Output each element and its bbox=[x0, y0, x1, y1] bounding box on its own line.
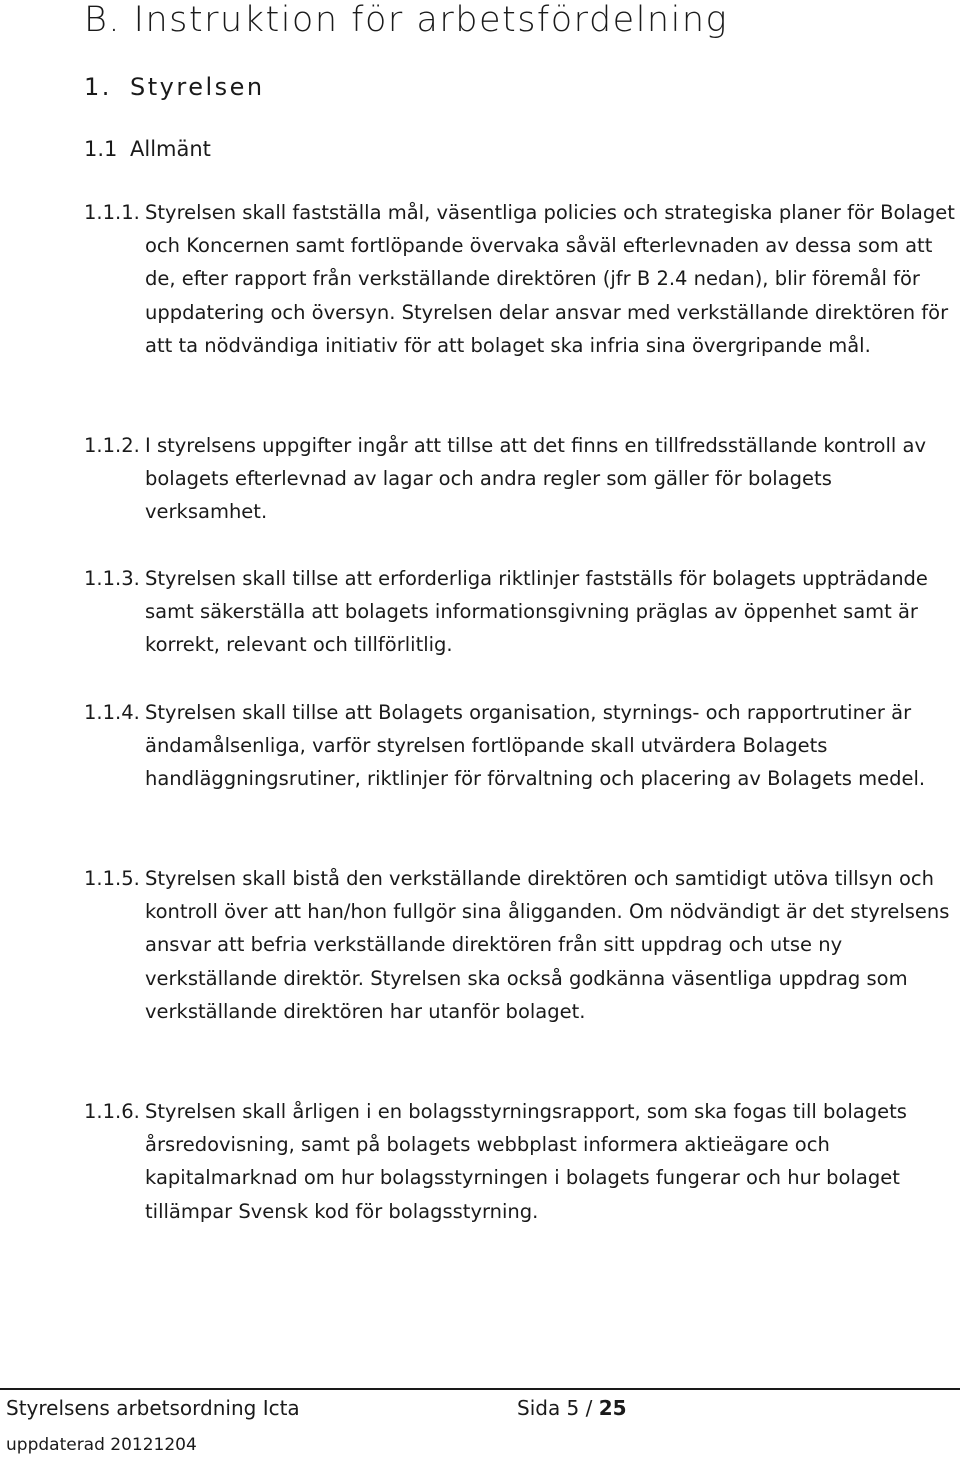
footer-updated-date: uppdaterad 20121204 bbox=[6, 1435, 197, 1455]
paragraph-1-1-6 bbox=[84, 1095, 960, 1228]
paragraph-number: 1.1.5. bbox=[84, 867, 140, 890]
paragraph-number: 1.1.3. bbox=[84, 567, 140, 590]
subsection-heading bbox=[84, 134, 211, 164]
footer-document-name: Styrelsens arbetsordning Icta bbox=[6, 1396, 300, 1420]
subsection-number: 1.1 bbox=[84, 137, 118, 161]
paragraph-1-1-3 bbox=[84, 562, 960, 662]
page-total: 25 bbox=[598, 1396, 627, 1420]
paragraph-text: Styrelsen skall tillse att erforderliga riktlinjer fastställs för bolagets uppträdande samt säkerställa att bolagets informationsgivning präglas av öppenhet samt är korrekt, relevant och tillförlitlig. bbox=[145, 567, 928, 657]
paragraph-text: Styrelsen skall fastställa mål, väsentliga policies och strategiska planer för Bolaget och Koncernen samt fortlöpande övervaka såväl efterlevnaden av dessa som att de, efter rapport från verkställande direktören (jfr B 2.4 nedan), blir föremål för uppdatering och översyn. Styrelsen delar ansvar med verkställande direktören för att ta nödvändiga initiativ för att bolaget ska infria sina övergripande mål. bbox=[145, 201, 955, 357]
paragraph-number: 1.1.6. bbox=[84, 1100, 140, 1123]
paragraph-text: Styrelsen skall tillse att Bolagets organisation, styrnings- och rapportrutiner är ändamålsenliga, varför styrelsen fortlöpande skall utvärdera Bolagets handläggningsrutiner, riktlinjer för förvaltning och placering av Bolagets medel. bbox=[145, 701, 926, 791]
paragraph-1-1-5 bbox=[84, 862, 960, 1028]
paragraph-1-1-1 bbox=[84, 196, 960, 362]
section-number: 1. bbox=[84, 73, 112, 101]
footer-page-number bbox=[517, 1394, 627, 1422]
section-heading bbox=[84, 72, 265, 102]
paragraph-text: Styrelsen skall bistå den verkställande direktören och samtidigt utöva tillsyn och kontroll över att han/hon fullgör sina åligganden. Om nödvändigt är det styrelsens ansvar att befria verkställande direktören från sitt uppdrag och utse ny verkställande direktör. Styrelsen ska också godkänna väsentliga uppdrag som verkställande direktören har utanför bolaget. bbox=[145, 867, 950, 1023]
paragraph-number: 1.1.2. bbox=[84, 434, 140, 457]
document-title: B. Instruktion för arbetsfördelning bbox=[84, 0, 729, 40]
paragraph-number: 1.1.1. bbox=[84, 201, 140, 224]
section-title: Styrelsen bbox=[130, 73, 265, 101]
page-label: Sida 5 / bbox=[517, 1396, 593, 1420]
paragraph-1-1-4 bbox=[84, 696, 960, 796]
paragraph-text: Styrelsen skall årligen i en bolagsstyrningsrapport, som ska fogas till bolagets årsredovisning, samt på bolagets webbplast informera aktieägare och kapitalmarknad om hur bolagsstyrningen i bolagets fungerar och hur bolaget tillämpar Svensk kod för bolagsstyrning. bbox=[145, 1100, 907, 1223]
paragraph-1-1-2 bbox=[84, 429, 960, 529]
paragraph-text: I styrelsens uppgifter ingår att tillse att det finns en tillfredsställande kontroll av bolagets efterlevnad av lagar och andra regler som gäller för bolagets verksamhet. bbox=[145, 434, 926, 524]
subsection-title: Allmänt bbox=[130, 137, 211, 161]
footer-divider bbox=[0, 1388, 960, 1390]
paragraph-number: 1.1.4. bbox=[84, 701, 140, 724]
